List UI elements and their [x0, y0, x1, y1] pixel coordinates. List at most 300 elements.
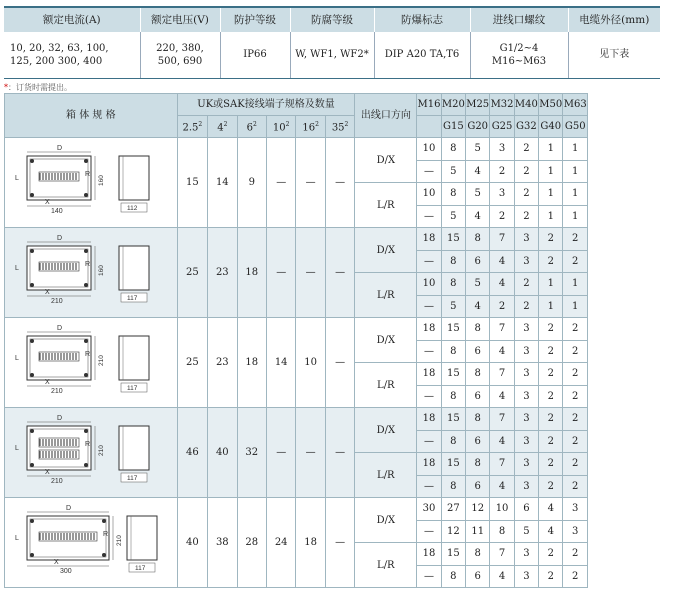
entry-count: 6 [466, 385, 490, 408]
terminal-count: — [296, 228, 325, 318]
entry-count: 5 [441, 160, 465, 183]
entry-count: 2 [539, 453, 563, 476]
label-x-value: 140 [50, 207, 63, 215]
entry-count: — [417, 430, 441, 453]
terminal-size-unit: 2 [198, 121, 203, 129]
entry-count: 2 [539, 565, 563, 588]
entry-count: — [417, 295, 441, 318]
entry-count: 1 [563, 295, 588, 318]
terminal-count: 24 [266, 498, 295, 588]
label-d: D [56, 234, 62, 242]
entry-count: — [417, 565, 441, 588]
screw-icon [30, 339, 34, 343]
thread-size-header: M50 [539, 94, 563, 116]
entry-count: 8 [441, 138, 465, 161]
front-view-outline [27, 426, 91, 470]
entry-count: 11 [466, 520, 490, 543]
terminal-count: 25 [177, 228, 207, 318]
direction-cell: L/R [355, 453, 417, 498]
entry-count: 2 [514, 273, 538, 296]
screw-icon [30, 283, 34, 287]
main-header-row [5, 94, 588, 116]
entry-count: 5 [466, 183, 490, 206]
label-d: D [56, 414, 62, 422]
screw-icon [30, 249, 34, 253]
terminal-size-header [177, 116, 207, 138]
terminal-count: 40 [208, 408, 237, 498]
enclosure-drawing [7, 230, 175, 316]
entry-count: 15 [441, 543, 465, 566]
box-table [4, 93, 588, 588]
entry-count: — [417, 340, 441, 363]
screw-icon [84, 463, 88, 467]
order-note [4, 82, 72, 93]
entry-count: 2 [563, 565, 588, 588]
explosion-mark-cell: DIP A20 TA,T6 [374, 32, 470, 78]
cable-diameter-cell: 见下表 [568, 32, 660, 78]
label-r-value: 210 [97, 354, 105, 366]
entry-count: 3 [563, 520, 588, 543]
side-view-outline [119, 246, 149, 290]
entry-count: 8 [441, 565, 465, 588]
side-view-outline [119, 426, 149, 470]
spec-header-row [4, 7, 660, 32]
entry-count: 8 [441, 273, 465, 296]
entry-count: — [417, 160, 441, 183]
entry-count: 5 [441, 205, 465, 228]
terminal-count: — [325, 138, 355, 228]
screw-icon [84, 193, 88, 197]
entry-count: 2 [490, 295, 514, 318]
entry-count: 2 [563, 318, 588, 341]
entry-count: 2 [539, 340, 563, 363]
terminal-size-value: 4 [217, 122, 224, 134]
spec-header: 防护等级 [220, 7, 290, 32]
entry-count: 3 [563, 498, 588, 521]
terminal-count: 18 [237, 318, 266, 408]
entry-count: 12 [466, 498, 490, 521]
enclosure-drawing [7, 320, 175, 406]
terminal-size-unit: 2 [253, 121, 257, 129]
label-x: X [53, 558, 59, 566]
entry-count: 15 [441, 408, 465, 431]
entry-count: 10 [417, 183, 441, 206]
screw-icon [30, 193, 34, 197]
direction-cell: L/R [355, 543, 417, 588]
entry-count: — [417, 205, 441, 228]
terminal-size-header [266, 116, 295, 138]
entry-count: 10 [417, 138, 441, 161]
label-r-value: 160 [97, 264, 105, 276]
direction-header: 出线口方向 [355, 94, 417, 138]
label-l: L [14, 174, 19, 182]
terminal-size-header [296, 116, 325, 138]
entry-count: 3 [514, 340, 538, 363]
direction-cell: D/X [355, 498, 417, 543]
terminal-size-value: 2.5 [182, 122, 199, 134]
entry-count: 7 [490, 453, 514, 476]
spec-header: 防腐等级 [290, 7, 374, 32]
entry-count: 3 [490, 183, 514, 206]
terminal-size-header [325, 116, 355, 138]
entry-count: 18 [417, 318, 441, 341]
label-x: X [44, 198, 50, 206]
spec-value-row [4, 32, 660, 78]
note-text: ：订货时需提出。 [8, 83, 72, 92]
entry-count: 4 [466, 160, 490, 183]
entry-count: 7 [490, 363, 514, 386]
entry-count: 3 [514, 228, 538, 251]
thread-size-header: M40 [514, 94, 538, 116]
entry-count: 18 [417, 408, 441, 431]
entry-count: 5 [466, 138, 490, 161]
thread-g-header: G32 [514, 116, 538, 138]
thread-line: M16~M63 [491, 55, 547, 67]
side-view-outline [119, 156, 149, 200]
entry-count: 2 [539, 543, 563, 566]
rated-current-line: 10, 20, 32, 63, 100, [10, 42, 109, 54]
label-r: R [84, 440, 90, 448]
thread-g-header: G25 [490, 116, 514, 138]
label-d: D [65, 504, 71, 512]
entry-count: 10 [490, 498, 514, 521]
entry-count: — [417, 250, 441, 273]
screw-icon [102, 519, 106, 523]
entry-count: 15 [441, 363, 465, 386]
entry-count: 4 [490, 385, 514, 408]
thread-size-header: M32 [490, 94, 514, 116]
screw-icon [84, 249, 88, 253]
entry-count: 1 [563, 183, 588, 206]
entry-count: 3 [514, 385, 538, 408]
protection-cell: IP66 [220, 32, 290, 78]
terminal-count: 32 [237, 408, 266, 498]
thread-g-header: G20 [466, 116, 490, 138]
thread-size-header: M20 [441, 94, 465, 116]
terminal-count: 9 [237, 138, 266, 228]
entry-count: 18 [417, 453, 441, 476]
entry-count: 8 [441, 430, 465, 453]
terminal-count: 10 [296, 318, 325, 408]
entry-count: 18 [417, 228, 441, 251]
entry-count: 3 [514, 565, 538, 588]
side-view-outline [119, 336, 149, 380]
entry-count: 2 [514, 295, 538, 318]
entry-count: 2 [514, 160, 538, 183]
entry-count: 6 [466, 430, 490, 453]
entry-count: 12 [441, 520, 465, 543]
terminal-count: — [325, 498, 355, 588]
terminal-count: 18 [237, 228, 266, 318]
label-l: L [14, 264, 19, 272]
entry-count: 2 [490, 205, 514, 228]
entry-count: 2 [539, 408, 563, 431]
rated-voltage-line: 220, 380, [156, 42, 204, 54]
screw-icon [102, 553, 106, 557]
entry-count: 15 [441, 318, 465, 341]
entry-count: 8 [466, 363, 490, 386]
label-r-value: 160 [97, 174, 105, 186]
entry-count: 1 [539, 183, 563, 206]
direction-cell: D/X [355, 408, 417, 453]
entry-count: 8 [466, 318, 490, 341]
entry-count: 1 [539, 205, 563, 228]
entry-count: 15 [441, 453, 465, 476]
enclosure-drawing-cell [5, 228, 178, 318]
entry-count: 2 [563, 228, 588, 251]
side-width-value: 117 [126, 384, 138, 392]
entry-count: 18 [417, 543, 441, 566]
entry-count: 3 [514, 250, 538, 273]
direction-cell: L/R [355, 273, 417, 318]
terminal-size-value: 10 [272, 122, 286, 134]
thread-size-header: M25 [466, 94, 490, 116]
entry-count: 7 [490, 543, 514, 566]
entry-count: 1 [563, 160, 588, 183]
screw-icon [30, 553, 34, 557]
table-row [5, 138, 588, 161]
screw-icon [30, 429, 34, 433]
label-x-value: 210 [50, 477, 63, 485]
screw-icon [30, 159, 34, 163]
terminal-size-header [237, 116, 266, 138]
entry-count: 30 [417, 498, 441, 521]
entry-count: 8 [441, 183, 465, 206]
terminal-size-unit: 2 [223, 121, 228, 129]
box-spec-header: 箱 体 规 格 [5, 94, 178, 138]
entry-count: 5 [441, 295, 465, 318]
entry-count: 8 [466, 228, 490, 251]
label-r-value: 210 [97, 444, 105, 456]
terminal-count: 14 [266, 318, 295, 408]
entry-count: 8 [466, 543, 490, 566]
spec-header: 额定电流(A) [4, 7, 140, 32]
thread-g-header: G15 [441, 116, 465, 138]
entry-count: 8 [466, 453, 490, 476]
table-row [5, 318, 588, 341]
rated-voltage-line: 500, 690 [157, 55, 203, 67]
terminal-count: — [325, 408, 355, 498]
terminal-count: — [266, 408, 295, 498]
label-l: L [14, 534, 19, 542]
entry-count: 3 [514, 475, 538, 498]
entry-count: 2 [490, 160, 514, 183]
thread-g-header [417, 116, 441, 138]
terminal-size-value: 16 [302, 122, 316, 134]
entry-count: 15 [441, 228, 465, 251]
entry-count: 1 [539, 138, 563, 161]
entry-count: 2 [563, 408, 588, 431]
entry-count: 5 [514, 520, 538, 543]
enclosure-drawing-cell [5, 498, 178, 588]
label-l: L [14, 354, 19, 362]
entry-count: 1 [539, 273, 563, 296]
screw-icon [84, 339, 88, 343]
entry-count: 1 [563, 205, 588, 228]
side-width-value: 117 [126, 474, 138, 482]
direction-cell: D/X [355, 138, 417, 183]
entry-count: 4 [490, 250, 514, 273]
entry-count: 1 [539, 160, 563, 183]
side-width-value: 112 [126, 204, 138, 212]
terminal-count: 40 [177, 498, 207, 588]
terminal-size-value: 35 [331, 122, 345, 134]
table-row [5, 498, 588, 521]
enclosure-drawing-cell [5, 408, 178, 498]
entry-count: 6 [466, 250, 490, 273]
entry-count: 6 [466, 565, 490, 588]
anticorrosion-cell: W, WF1, WF2* [290, 32, 374, 78]
entry-count: 2 [539, 250, 563, 273]
entry-count: 5 [466, 273, 490, 296]
enclosure-drawing [7, 410, 175, 496]
entry-count: 7 [490, 318, 514, 341]
entry-count: 1 [563, 138, 588, 161]
rated-current-line: 125, 200 300, 400 [10, 55, 103, 67]
thread-size-header: M16 [417, 94, 441, 116]
entry-count: 2 [563, 430, 588, 453]
entry-count: 3 [514, 453, 538, 476]
entry-count: 3 [514, 363, 538, 386]
rated-current-cell [4, 32, 140, 78]
label-d: D [56, 324, 62, 332]
spec-header: 防爆标志 [374, 7, 470, 32]
note-star: * [4, 83, 8, 92]
direction-cell: L/R [355, 183, 417, 228]
entry-count: 3 [514, 318, 538, 341]
label-r: R [102, 530, 108, 538]
terminal-count: — [296, 138, 325, 228]
terminal-count: — [325, 318, 355, 408]
entry-count: 6 [514, 498, 538, 521]
entry-count: 2 [514, 205, 538, 228]
entry-count: 2 [539, 430, 563, 453]
direction-cell: D/X [355, 228, 417, 273]
spec-table [4, 6, 660, 79]
terminal-count: — [296, 408, 325, 498]
entry-count: 2 [539, 475, 563, 498]
entry-count: 2 [539, 228, 563, 251]
entry-count: 8 [466, 408, 490, 431]
entry-count: 8 [490, 520, 514, 543]
entry-count: 3 [514, 543, 538, 566]
terminal-count: 46 [177, 408, 207, 498]
entry-count: 4 [490, 565, 514, 588]
label-x: X [44, 468, 50, 476]
entry-count: 2 [563, 543, 588, 566]
spec-header: 额定电压(V) [140, 7, 220, 32]
entry-count: 4 [490, 475, 514, 498]
screw-icon [30, 463, 34, 467]
label-r: R [84, 170, 90, 178]
side-width-value: 117 [134, 564, 146, 572]
entry-count: 2 [563, 453, 588, 476]
terminal-count: 38 [208, 498, 237, 588]
spec-header: 进线口螺纹 [470, 7, 568, 32]
direction-cell: L/R [355, 363, 417, 408]
entry-count: — [417, 475, 441, 498]
entry-count: 7 [490, 408, 514, 431]
entry-count: 2 [539, 318, 563, 341]
entry-count: 1 [563, 273, 588, 296]
entry-count: 3 [514, 430, 538, 453]
direction-cell: D/X [355, 318, 417, 363]
entry-count: 2 [514, 138, 538, 161]
label-d: D [56, 144, 62, 152]
enclosure-drawing [7, 500, 175, 586]
table-row [5, 408, 588, 431]
thread-size-header: M63 [563, 94, 588, 116]
entry-count: 6 [466, 340, 490, 363]
enclosure-drawing-cell [5, 138, 178, 228]
spec-header: 电缆外径(mm) [568, 7, 660, 32]
entry-count: 4 [539, 498, 563, 521]
entry-count: 2 [563, 340, 588, 363]
terminal-count: — [266, 138, 295, 228]
label-r: R [84, 260, 90, 268]
entry-count: 10 [417, 273, 441, 296]
screw-icon [84, 159, 88, 163]
entry-count: 4 [490, 340, 514, 363]
entry-count: 2 [563, 363, 588, 386]
screw-icon [84, 283, 88, 287]
entry-count: — [417, 385, 441, 408]
label-x: X [44, 378, 50, 386]
label-r-value: 210 [115, 534, 123, 546]
thread-cell [470, 32, 568, 78]
terminal-count: 18 [296, 498, 325, 588]
entry-count: 18 [417, 363, 441, 386]
rated-voltage-cell [140, 32, 220, 78]
entry-count: 8 [441, 385, 465, 408]
thread-g-header: G40 [539, 116, 563, 138]
entry-count: 4 [466, 205, 490, 228]
terminal-size-unit: 2 [285, 121, 290, 129]
entry-count: 6 [466, 475, 490, 498]
entry-count: 8 [441, 475, 465, 498]
entry-count: 27 [441, 498, 465, 521]
entry-count: 4 [490, 430, 514, 453]
label-x-value: 210 [50, 297, 63, 305]
terminal-count: 15 [177, 138, 207, 228]
terminal-count: — [266, 228, 295, 318]
thread-line: G1/2~4 [499, 42, 539, 54]
thread-g-header: G50 [563, 116, 588, 138]
terminal-count: 25 [177, 318, 207, 408]
entry-count: 4 [466, 295, 490, 318]
terminal-count: 23 [208, 228, 237, 318]
entry-count: 8 [441, 340, 465, 363]
terminal-header: UK或SAK接线端子规格及数量 [177, 94, 355, 116]
terminal-count: 28 [237, 498, 266, 588]
entry-count: 2 [539, 363, 563, 386]
entry-count: 2 [563, 475, 588, 498]
label-x: X [44, 288, 50, 296]
entry-count: 2 [514, 183, 538, 206]
screw-icon [30, 373, 34, 377]
terminal-count: — [325, 228, 355, 318]
enclosure-drawing [7, 140, 175, 226]
entry-count: 1 [539, 295, 563, 318]
terminal-size-value: 6 [246, 122, 254, 134]
table-row [5, 228, 588, 251]
entry-count: 3 [514, 408, 538, 431]
terminal-size-header [208, 116, 237, 138]
terminal-size-unit: 2 [315, 121, 319, 129]
entry-count: 2 [563, 250, 588, 273]
terminal-count: 23 [208, 318, 237, 408]
entry-count: 3 [490, 138, 514, 161]
